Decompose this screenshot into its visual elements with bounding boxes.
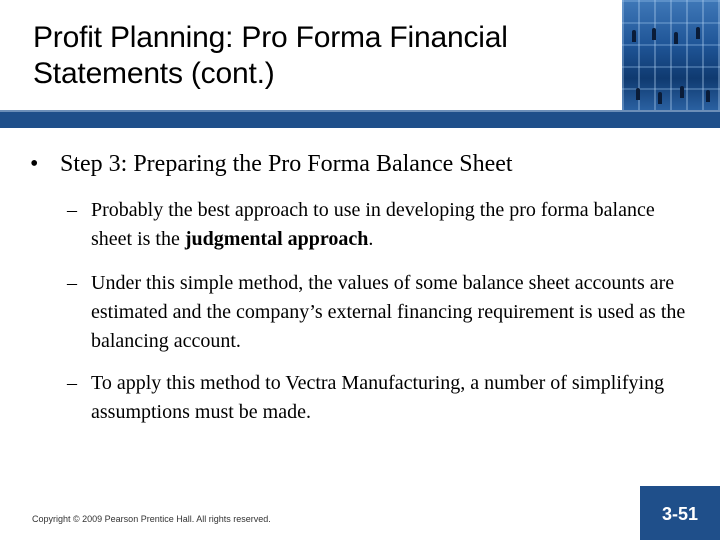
copyright-text: Copyright © 2009 Pearson Prentice Hall. All rights reserved. — [32, 514, 271, 524]
emphasis-term: judgmental approach — [184, 228, 369, 250]
slide-header — [0, 0, 720, 112]
header-band — [0, 112, 720, 128]
bullet-dot-icon: • — [30, 151, 39, 177]
dash-icon: – — [67, 372, 77, 394]
page-number-box — [640, 486, 720, 540]
slide-title: Profit Planning: Pro Forma Financial Statements (cont.) — [33, 21, 508, 90]
sub-bullet-2-text: Under this simple method, the values of some balance sheet accounts are estimated and the company’s external financing requirement is used as the balancing account. — [91, 272, 686, 352]
sub-bullet-1-post: . — [368, 228, 374, 250]
sub-bullet-3-text: To apply this method to Vectra Manufacturing, a number of simplifying assumptions must be made. — [91, 372, 665, 423]
dash-icon: – — [67, 272, 77, 294]
sub-bullet-1-text — [91, 196, 691, 254]
page-number: 3-51 — [661, 504, 699, 524]
dash-icon: – — [67, 199, 77, 221]
sub-bullet-1-pre: Probably the best approach to use in developing the pro forma balance sheet is the — [91, 199, 655, 250]
office-people-photo-icon — [622, 0, 720, 112]
main-bullet-text: Step 3: Preparing the Pro Forma Balance Sheet — [60, 151, 513, 177]
